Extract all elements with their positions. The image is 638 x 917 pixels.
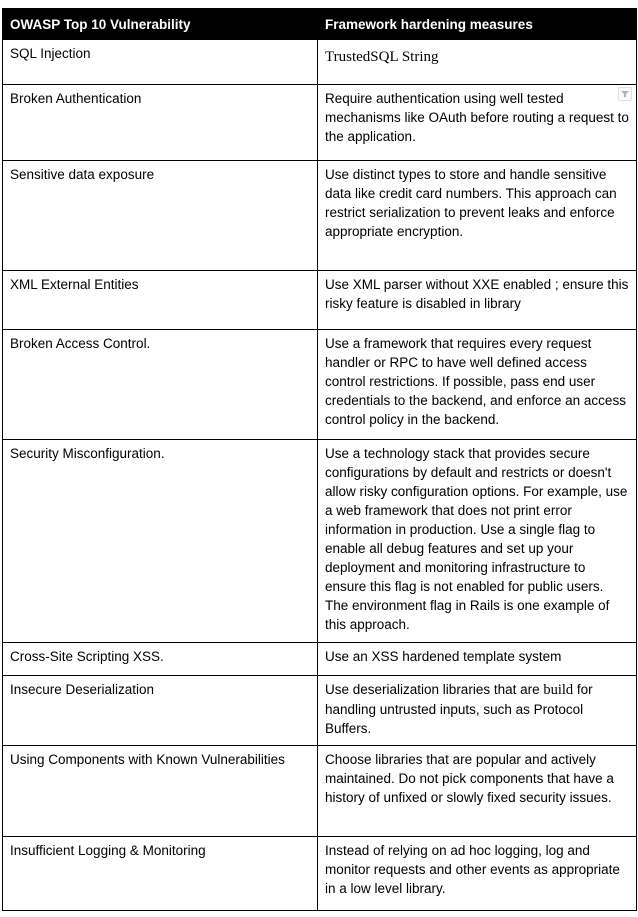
table-row-known-vulnerable-components [3,746,637,837]
table-row-sensitive-data-exposure [3,161,637,271]
table-row-insecure-deserialization [3,676,637,746]
vulnerability-cell: Using Components with Known Vulnerabilities [3,746,318,837]
measure-text-part: Use deserialization libraries that are [325,682,544,697]
dropdown-stem-glyph [624,94,626,97]
measure-cell: Use an XSS hardened template system [318,643,637,676]
table-row-sql-injection [3,40,637,85]
vulnerability-cell: Insufficient Logging & Monitoring [3,837,318,911]
collapsed-comment-dropdown-icon[interactable] [618,87,632,101]
table-row-xml-external-entities [3,271,637,330]
table-row-cross-site-scripting [3,643,637,676]
vulnerability-cell: Cross-Site Scripting XSS. [3,643,318,676]
vulnerability-cell: Broken Access Control. [3,330,318,440]
vulnerability-cell: Sensitive data exposure [3,161,318,271]
vulnerability-cell: XML External Entities [3,271,318,330]
measure-cell: Choose libraries that are popular and actively maintained. Do not pick components that have a history of unfixed or slowly fixed security issues. [318,746,637,837]
header-vulnerability-column: OWASP Top 10 Vulnerability [3,9,318,40]
measure-cell [318,85,637,161]
vulnerability-cell: Broken Authentication [3,85,318,161]
table-row-insufficient-logging [3,837,637,911]
table-row-security-misconfiguration [3,440,637,643]
table-row-broken-access-control [3,330,637,440]
measure-text: Require authentication using well tested mechanisms like OAuth before routing a request to the application. [325,91,629,144]
measure-text-part: for handling untrusted inputs, such as Protocol Buffers. [325,682,593,736]
measure-cell [318,676,637,746]
vulnerability-cell: SQL Injection [3,40,318,85]
measure-cell: Use a framework that requires every request handler or RPC to have well defined access control restrictions. If possible, pass end user credentials to the backend, and enforce an access control policy in the backend. [318,330,637,440]
measure-cell: Use distinct types to store and handle sensitive data like credit card numbers. This approach can restrict serialization to prevent leaks and enforce appropriate encryption. [318,161,637,271]
measure-cell: Use XML parser without XXE enabled ; ensure this risky feature is disabled in library [318,271,637,330]
measure-cell: TrustedSQL String [318,40,637,85]
vulnerability-cell: Insecure Deserialization [3,676,318,746]
measure-cell: Use a technology stack that provides secure configurations by default and restricts or doesn't allow risky configuration options. For example, use a web framework that does not print error information in production. Use a single flag to enable all debug features and set up your deployment and monitoring infrastructure to ensure this flag is not enabled for public users. The environment flag in Rails is one example of this approach. [318,440,637,643]
measure-text-serif-word: build [543,682,574,698]
measure-cell: Instead of relying on ad hoc logging, log and monitor requests and other events as appropriate in a low level library. [318,837,637,911]
owasp-hardening-table [2,8,637,911]
table-row-broken-authentication [3,85,637,161]
header-measures-column: Framework hardening measures [318,9,637,40]
table-header-row [3,9,637,40]
vulnerability-cell: Security Misconfiguration. [3,440,318,643]
